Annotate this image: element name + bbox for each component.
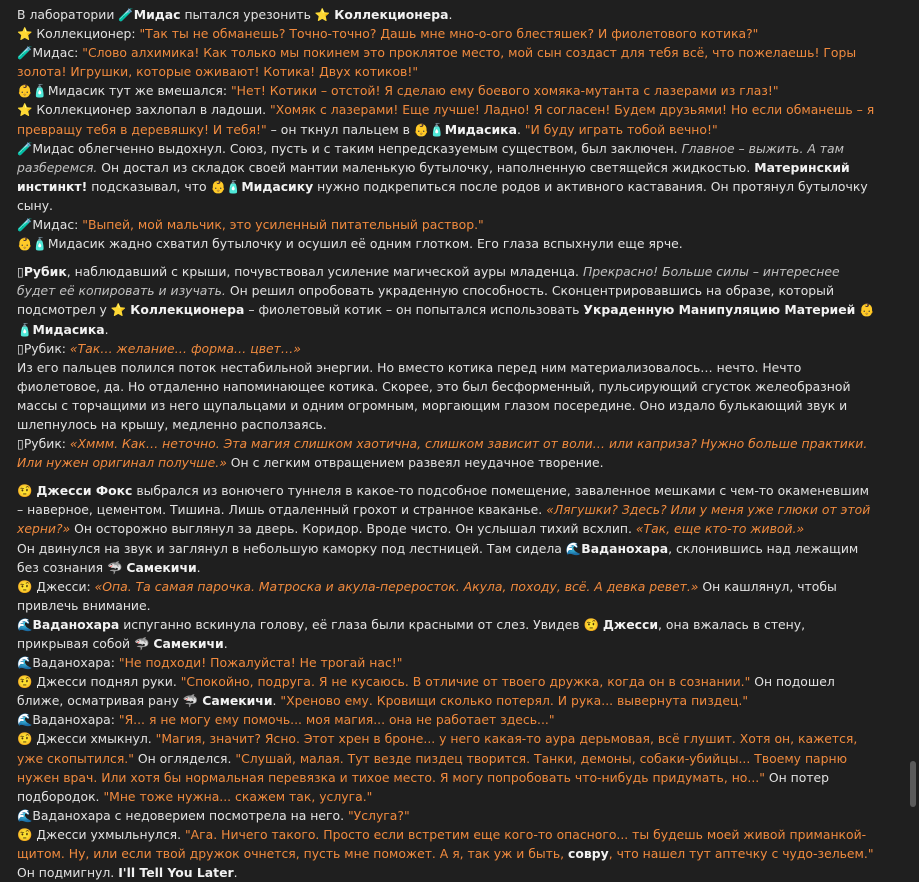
narration-text: 🤨 <box>17 483 37 499</box>
narration-text: 👶🧴 <box>17 302 875 337</box>
quote-text: "Ага. Ничего такого. Просто если встретим еще кого-то опасного... ты будешь моей живой приманкой-щитом. Ну, или если твой дружок очнется, пусть мне поможет. А я, так уж и быть, <box>17 826 867 862</box>
chat-log <box>17 5 879 882</box>
italic-quote-text: «Так, еще кто-то живой.» <box>635 521 805 537</box>
chat-message <box>17 434 879 472</box>
quote-text: "Так ты не обманешь? Точно-точно? Дашь мне мно-о-ого блестяшек? И фиолетового котика?" <box>139 26 759 42</box>
chat-message <box>17 81 879 100</box>
narration-text: подсказывал, что 👶🧴 <box>87 178 242 194</box>
narration-text: 🤨 Джесси хмыкнул. <box>17 731 156 747</box>
quote-text: "Не подходи! Пожалуйста! Не трогай нас!" <box>118 655 403 671</box>
italic-quote-text: «Опа. Та самая парочка. Матроска и акула-переросток. Акула, походу, всё. А девка ревет.» <box>94 578 699 594</box>
narration-text: 🧪Мидас: <box>17 217 83 233</box>
bold-text: Коллекционера <box>334 7 449 22</box>
narration-text: Он подошел ближе, осматривая рану 🦈 <box>17 674 835 709</box>
bold-text: I'll Tell You Later <box>118 865 234 881</box>
bold-text: Джесси Фокс <box>36 483 133 499</box>
narration-text: Он решил опробовать украденную способность. Сконцентрировавшись на образе, который подсмотрел у ⭐ <box>17 283 835 318</box>
chat-message <box>17 539 879 577</box>
thought-text: Прекрасно! Больше силы – интереснее будет её копировать и изучать. <box>17 264 840 299</box>
narration-text: Он огляделся. <box>133 750 236 766</box>
scrollbar-track[interactable] <box>905 0 919 833</box>
chat-message <box>17 710 879 729</box>
scrollbar-thumb[interactable] <box>910 761 916 807</box>
chat-message <box>17 24 879 43</box>
narration-text: выбрался из вонючего туннеля в какое-то подсобное помещение, заваленное мешками с чем-то окаменевшим – наверное, цементом. Тишина. Лишь отдаленный грохот и странное кваканье. <box>17 483 869 518</box>
bold-text: Мидас <box>133 7 181 22</box>
narration-text: Он двинулся на звук и заглянул в небольшую каморку под лестницей. Там сидела 🌊 <box>17 540 582 556</box>
quote-text: , что нашел тут аптечку с чудо-зельем." <box>608 846 874 862</box>
narration-text: . <box>448 7 453 22</box>
narration-text: ▯Рубик: <box>17 436 70 452</box>
quote-text: "Я... я не могу ему помочь... моя магия... она не работает здесь..." <box>118 712 555 728</box>
narration-text: 👶🧴Мидасик тут же вмешался: <box>17 83 231 99</box>
chat-message <box>17 653 879 672</box>
bold-text: Украденную Манипуляцию Материей <box>583 302 856 318</box>
narration-text: 🌊Ваданохара с недоверием посмотрела на него. <box>17 807 348 823</box>
bold-text: совру <box>568 846 609 862</box>
quote-text: "Нет! Котики – отстой! Я сделаю ему боевого хомяка-мутанта с лазерами из глаз!" <box>230 83 779 99</box>
bold-text: Мидасика <box>32 321 105 337</box>
chat-message <box>17 481 879 538</box>
narration-text: 👶🧴Мидасик жадно схватил бутылочку и осушил её одним глотком. Его глаза вспыхнули еще ярче. <box>17 236 683 252</box>
bold-text: Ваданохара <box>32 616 120 632</box>
chat-message <box>17 339 879 358</box>
chat-message <box>17 139 879 215</box>
narration-text: 🌊Ваданохара: <box>17 712 119 728</box>
narration-text: ⭐ Коллекционер захлопал в ладоши. <box>17 102 271 118</box>
narration-text: пытался урезонить ⭐ <box>180 7 335 22</box>
chat-message <box>17 672 879 710</box>
narration-text: 🌊 <box>17 616 33 632</box>
narration-text: ▯ <box>17 264 24 280</box>
narration-text: 🤨 Джесси ухмыльнулся. <box>17 826 185 842</box>
narration-text: . <box>223 636 228 651</box>
chat-message <box>17 215 879 234</box>
chat-message <box>17 234 879 253</box>
chat-message <box>17 825 879 882</box>
thought-text: Главное – выжить. А там разберемся. <box>17 140 844 175</box>
narration-text: , склонившись над лежащим без сознания 🦈 <box>17 540 859 575</box>
quote-text: "Хреново ему. Кровищи сколько потерял. И рука... вывернута пиздец." <box>280 693 749 709</box>
bold-text: Мидасика <box>444 121 517 137</box>
quote-text: "Хомяк с лазерами! Еще лучше! Ладно! Я согласен! Будем друзьями! Но если обманешь – я превращу тебя в деревяшку! И тебя!" <box>17 102 875 137</box>
bold-text: Ваданохара <box>581 540 669 556</box>
paragraph-gap <box>17 253 879 262</box>
quote-text: "Спокойно, подруга. Я не кусаюсь. В отличие от твоего дружка, когда он в сознании." <box>180 674 751 690</box>
quote-text: "Слово алхимика! Как только мы покинем это проклятое место, мой сын создаст для тебя всё, что пожелаешь! Горы золота! Игрушки, которые оживают! Котика! Двух котиков!" <box>17 45 857 80</box>
bold-text: Мидасику <box>241 178 314 194</box>
italic-quote-text: «Хммм. Как… неточно. Эта магия слишком хаотична, слишком зависит от воли… или каприза? Нужно больше практики. Или нужен оригинал получше.» <box>17 436 868 471</box>
narration-text: Он с легким отвращением развеял неудачное творение. <box>226 455 604 471</box>
narration-text: 🧪Мидас: <box>17 45 83 61</box>
narration-text: 🧪Мидас облегченно выдохнул. Союз, пусть и с таким непредсказуемым существом, был заключен. <box>17 140 682 156</box>
narration-text: испуганно вскинула голову, её глаза были красными от слез. Увидев 🤨 <box>119 616 603 632</box>
paragraph-gap <box>17 472 879 481</box>
bold-text: Джесси <box>602 616 659 632</box>
quote-text: "И буду играть тобой вечно!" <box>524 121 718 137</box>
quote-text: "Выпей, мой мальчик, это усиленный питательный раствор." <box>82 217 484 233</box>
chat-message <box>17 262 879 338</box>
narration-text: 🌊Ваданохара: <box>17 655 119 671</box>
chat-message <box>17 729 879 805</box>
narration-text: Он достал из складок своей мантии маленькую бутылочку, наполненную светящейся жидкостью. <box>97 159 755 175</box>
chat-message <box>17 100 879 138</box>
narration-text: . <box>272 693 281 709</box>
quote-text: "Магия, значит? Ясно. Этот хрен в броне... у него какая-то аура дерьмовая, всё глушит. Хотя он, кажется, уже скопытился." <box>17 731 858 766</box>
narration-text: 🤨 Джесси: <box>17 578 95 594</box>
narration-text: . <box>196 559 201 575</box>
bold-text: Коллекционера <box>130 302 245 318</box>
narration-text: ⭐ Коллекционер: <box>17 26 140 42</box>
chat-message <box>17 358 879 434</box>
bold-text: Самекичи <box>126 559 197 575</box>
narration-text: Он осторожно выглянул за дверь. Коридор. Вроде чисто. Он услышал тихий всхлип. <box>70 521 636 537</box>
narration-text: . <box>233 865 238 881</box>
bold-text: Материнский инстинкт! <box>17 159 850 194</box>
chat-message <box>17 5 879 24</box>
quote-text: "Услуга?" <box>347 807 410 823</box>
narration-text: . <box>104 321 109 337</box>
chat-message <box>17 615 879 653</box>
narration-text: . <box>516 121 525 137</box>
narration-text: 🤨 Джесси поднял руки. <box>17 674 181 690</box>
narration-text: – он ткнул пальцем в 👶🧴 <box>266 121 445 137</box>
narration-text: ▯Рубик: <box>17 340 70 356</box>
bold-text: Самекичи <box>153 636 224 651</box>
chat-message <box>17 577 879 615</box>
narration-text: нужно подкрепиться после родов и активного каставания. Он протянул бутылочку сыну. <box>17 178 868 213</box>
narration-text: Он кашлянул, чтобы привлечь внимание. <box>17 578 837 613</box>
narration-text: , наблюдавший с крыши, почувствовал усиление магической ауры младенца. <box>66 264 583 280</box>
narration-text: Он подмигнул. <box>17 865 119 881</box>
italic-quote-text: «Лягушки? Здесь? Или у меня уже глюки от этой херни?» <box>17 502 871 537</box>
italic-quote-text: «Так… желание… форма… цвет…» <box>69 340 301 356</box>
bold-text: Рубик <box>23 264 67 280</box>
chat-message <box>17 806 879 825</box>
narration-text: В лаборатории 🧪 <box>17 7 134 22</box>
narration-text: – фиолетовый котик – он попытался использовать <box>244 302 584 318</box>
narration-text: Он потер подбородок. <box>17 769 830 804</box>
narration-text: Из его пальцев полился поток нестабильной энергии. Но вместо котика перед ним материализовалось… нечто. Нечто фиолетовое, да. Но отдаленно напоминающее котика. Скорее, это был бесформенный, пульсирующий сгусток желеобразной массы с торчащими из него щупальцами и одним огромным, моргающим глазом посередине. Оно издало булькающий звук и шлепнулось на крышу, медленно расползаясь. <box>17 359 851 432</box>
quote-text: "Мне тоже нужна... скажем так, услуга." <box>103 788 373 804</box>
chat-message <box>17 43 879 81</box>
quote-text: "Слушай, малая. Тут везде пиздец творится. Танки, демоны, собаки-убийцы... Твоему парню нужен врач. Или хотя бы нормальная перевязка и тихое место. Я могу попробовать что-нибудь придумать, но..." <box>17 750 848 785</box>
bold-text: Самекичи <box>202 693 273 709</box>
narration-text: , она вжалась в стену, прикрывая собой 🦈 <box>17 616 806 651</box>
